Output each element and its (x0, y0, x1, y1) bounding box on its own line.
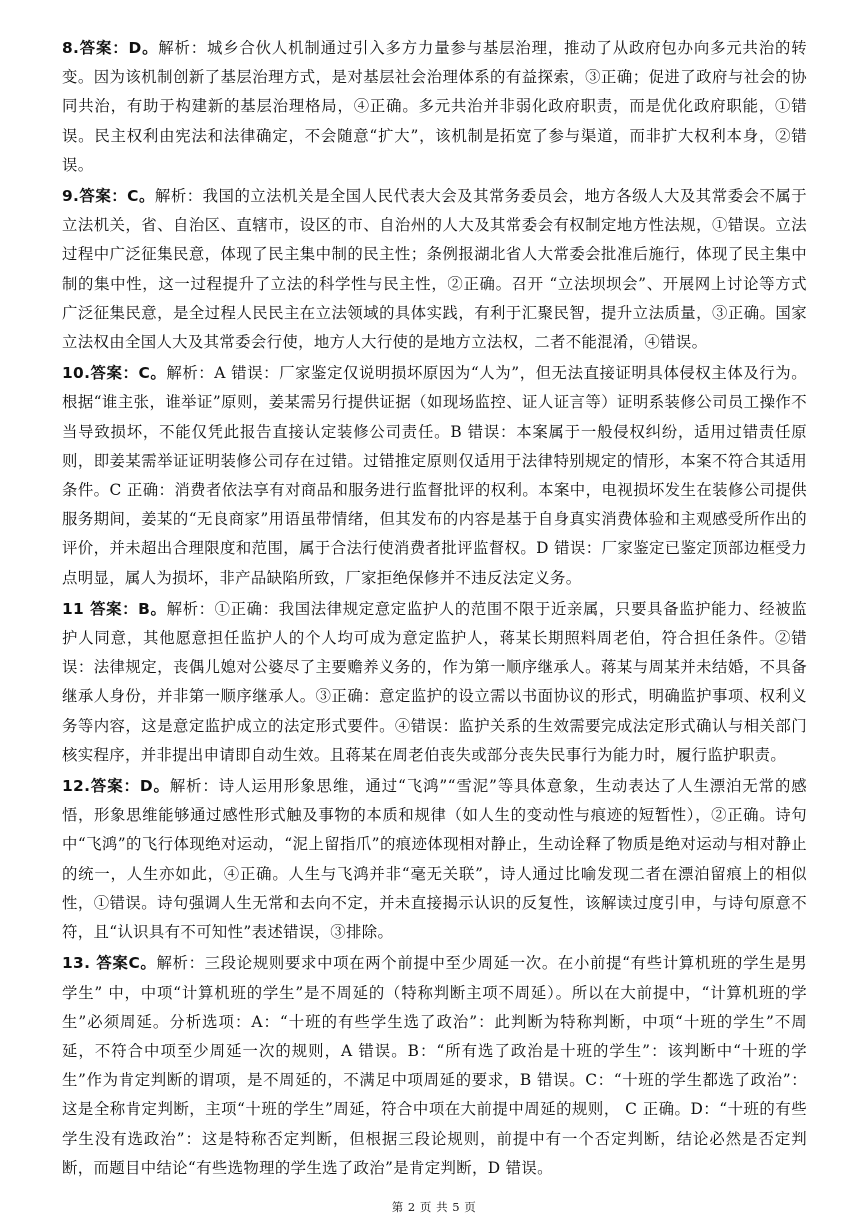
answer-label: 答案： (90, 364, 139, 383)
question-number: 9. (62, 187, 80, 206)
question-number: 8. (62, 39, 80, 57)
question-11-explanation (62, 595, 807, 770)
answer-choice: D。 (128, 39, 159, 57)
answer-choice: B。 (138, 599, 167, 618)
question-12-explanation (62, 772, 807, 947)
question-9-explanation (62, 182, 807, 357)
explanation-text: 解析：诗人运用形象思维，通过“飞鸿”“雪泥”等具体意象，生动表达了人生漂泊无常的感悟，形象思维能够通过感性形式触及事物的本质和规律（如人生的变动性与痕迹的短暂性），②正确。诗句中“飞鸿”的飞行体现绝对运动，“泥上留指爪”的痕迹体现相对静止，生动诠释了物质是绝对运动与相对静止的统一，人生亦如此，④正确。人生与飞鸿并非“毫无关联”，诗人通过比喻发现二者在漂泊留痕上的相似性，①错误。诗句强调人生无常和去向不定，并未直接揭示认识的反复性，该解读过度引申，与诗句原意不符，且“认识具有不可知性”表述错误，③排除。 (62, 777, 807, 942)
answer-explanations (62, 34, 807, 1185)
explanation-text: 解析：我国的立法机关是全国人民代表大会及其常务委员会，地方各级人大及其常委会不属于立法机关，省、自治区、直辖市，设区的市、自治州的人大及其常委会有权制定地方性法规，①错误。立法过程中广泛征集民意，体现了民主集中制的民主性；条例报湖北省人大常委会批准后施行，体现了民主集中制的集中性，这一过程提升了立法的科学性与民主性，②正确。召开 “立法坝坝会”、开展网上讨论等方式广泛征集民意，是全过程人民民主在立法领域的具体实践，有利于汇聚民智，提升立法质量，③正确。国家立法权由全国人大及其常委会行使，地方人大行使的是地方立法权，二者不能混淆，④错误。 (62, 187, 807, 352)
answer-label: 答案 (90, 954, 129, 973)
answer-label: 答案： (84, 599, 139, 618)
question-8-explanation (62, 34, 807, 180)
page-number-footer: 第 2 页 共 5 页 (391, 1200, 477, 1214)
answer-label: 答案： (79, 187, 128, 206)
explanation-text: 解析：①正确：我国法律规定意定监护人的范围不限于近亲属，只要具备监护能力、经被监护人同意，其他愿意担任监护人的个人均可成为意定监护人，蒋某长期照料周老伯，符合担任条件。②错误：法律规定，丧偶儿媳对公婆尽了主要赡养义务的，作为第一顺序继承人。蒋某与周某并未结婚，不具备继承人身份，并非第一顺序继承人。③正确：意定监护的设立需以书面协议的形式，明确监护事项、权利义务等内容，这是意定监护成立的法定形式要件。④错误：监护关系的生效需要完成法定形式确认与相关部门核实程序，并非提出申请即自动生效。且蒋某在周老伯丧失或部分丧失民事行为能力时，履行监护职责。 (62, 599, 807, 764)
question-number: 11 (62, 599, 85, 618)
question-13-explanation (62, 949, 807, 1183)
question-number: 13. (62, 954, 91, 973)
answer-choice: C。 (127, 187, 155, 206)
question-10-explanation (62, 359, 807, 593)
explanation-text: 解析：三段论规则要求中项在两个前提中至少周延一次。在小前提“有些计算机班的学生是男学生” 中，中项“计算机班的学生”是不周延的（特称判断主项不周延）。所以在大前提中，“计算机班的学生”必须周延。分析选项：A：“十班的有些学生选了政治”：此判断为特称判断，中项“十班的学生”不周延，不符合中项至少周延一次的规则，A 错误。B：“所有选了政治是十班的学生”：该判断中“十班的学生”作为肯定判断的谓项，是不周延的，不满足中项周延的要求，B 错误。C：“十班的学生都选了政治”：这是全称肯定判断，主项“十班的学生”周延，符合中项在大前提中周延的规则， C 正确。D：“十班的有些学生没有选政治”：这是特称否定判断，但根据三段论规则，前提中有一个否定判断，结论必然是否定判断，而题目中结论“有些选物理的学生选了政治”是肯定判断，D 错误。 (62, 954, 807, 1177)
answer-choice: C。 (138, 364, 167, 383)
question-number: 12. (62, 777, 91, 796)
explanation-text: 解析：A 错误：厂家鉴定仅说明损坏原因为“人为”，但无法直接证明具体侵权主体及行为。根据“谁主张，谁举证”原则，姜某需另行提供证据（如现场监控、证人证言等）证明系装修公司员工操作不当导致损坏，不能仅凭此报告直接认定装修公司责任。B 错误：本案属于一般侵权纠纷，适用过错责任原则，即姜某需举证证明装修公司存在过错。过错推定原则仅适用于法律特别规定的情形，本案不符合其适用条件。C 正确：消费者依法享有对商品和服务进行监督批评的权利。本案中，电视损坏发生在装修公司提供服务期间，姜某的“无良商家”用语虽带情绪，但其发布的内容是基于自身真实消费体验和主观感受所作出的评价，并未超出合理限度和范围，属于合法行使消费者批评监督权。D 错误：厂家鉴定已鉴定顶部边框受力点明显，属人为损坏，非产品缺陷所致，厂家拒绝保修并不违反法定义务。 (62, 364, 807, 587)
question-number: 10. (62, 364, 91, 383)
answer-label: 答案： (79, 39, 129, 57)
answer-choice: D。 (139, 777, 170, 796)
explanation-text: 解析：城乡合伙人机制通过引入多方力量参与基层治理，推动了从政府包办向多元共治的转变。因为该机制创新了基层治理方式，是对基层社会治理体系的有益探索，③正确；促进了政府与社会的协同共治，有助于构建新的基层治理格局，④正确。多元共治并非弱化政府职责，而是优化政府职能，①错误。民主权利由宪法和法律确定，不会随意“扩大”，该机制是拓宽了参与渠道，而非扩大权利本身，②错误。 (62, 39, 807, 174)
answer-choice: C。 (128, 954, 157, 973)
answer-label: 答案： (90, 777, 140, 796)
